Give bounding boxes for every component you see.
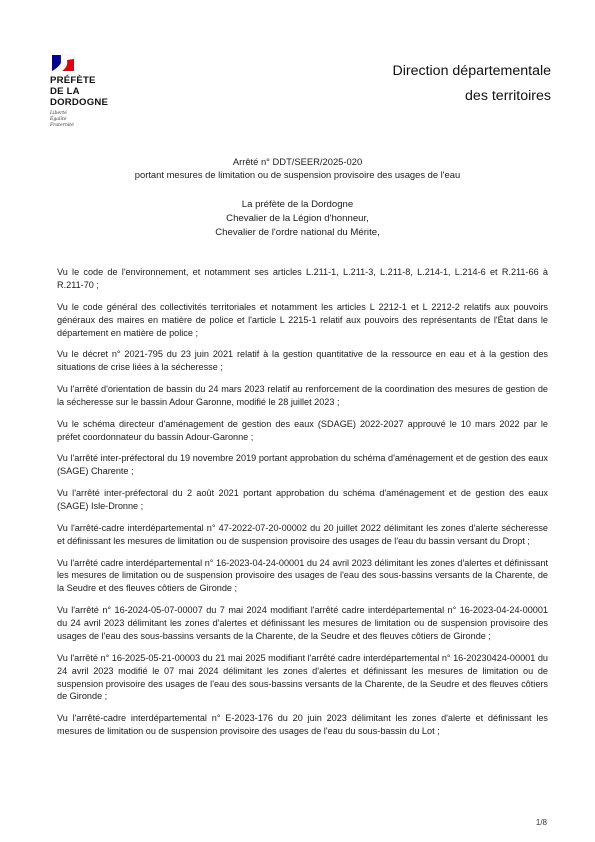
logo-line: DORDOGNE	[50, 97, 109, 108]
visa-paragraph: Vu l'arrêté n° 16-2024-05-07-00007 du 7 mai 2024 modifiant l'arrêté cadre interdépartemental n° 16-2023-04-24-00001 du 24 avril 2023 délimitant les zones d'alertes et définissant les mesures de limitation ou de suspension provisoire des usages de l'eau des sous-bassins versants de la Charente, de la Seudre et des fleuves côtiers de Gironde ;	[57, 605, 548, 641]
direction-line: Direction départementale	[392, 63, 551, 79]
visa-paragraph: Vu le code général des collectivités territoriales et notamment les articles L 2212-1 et L 2212-2 relatifs aux pouvoirs généraux des maires en matière de police et l'article L 2215-1 relatif aux pouvoirs des représentants de l'État dans le département en matière de police ;	[57, 301, 548, 338]
logo-line: DE LA	[50, 86, 80, 97]
visa-paragraph: Vu l'arrêté cadre interdépartemental n° 16-2023-04-24-00001 du 24 avril 2023 délimitant les zones d'alertes et définissant les mesures de limitation ou de suspension provisoire des usages de l'eau des sous-bassins versants de la Charente, de la Seudre et des fleuves côtiers de Gironde ;	[57, 557, 548, 594]
visa-paragraph: Vu l'arrêté inter-préfectoral du 2 août 2021 portant approbation du schéma d'aménagement et de gestion des eaux (SAGE) Isle-Dronne ;	[57, 488, 548, 512]
prefete-line: La préfète de la Dordogne	[241, 199, 354, 210]
arrete-subject: portant mesures de limitation ou de suspension provisoire des usages de l'eau	[134, 169, 461, 180]
visa-paragraph: Vu l'arrêté inter-préfectoral du 19 novembre 2019 portant approbation du schéma d'aménagement et de gestion des eaux (SAGE) Charente ;	[57, 453, 548, 477]
prefete-line: Chevalier de l'ordre national du Mérite,	[215, 226, 380, 238]
visa-paragraph: Vu le schéma directeur d'aménagement de gestion des eaux (SDAGE) 2022-2027 approuvé le 10 mars 2022 par le préfet coordonnateur du bassin Adour-Garonne ;	[57, 418, 548, 442]
arrete-number: Arrêté n° DDT/SEER/2025-020	[232, 156, 363, 167]
direction-heading	[392, 59, 551, 109]
devise-line: Égalité	[50, 116, 67, 122]
page-number: 1/8	[535, 818, 547, 827]
arrete-title	[0, 155, 595, 181]
devise-line: Fraternité	[50, 122, 74, 128]
logo-line: PRÉFÈTE	[50, 75, 96, 86]
visa-paragraph: Vu l'arrêté d'orientation de bassin du 24 mars 2023 relatif au renforcement de la coordination des mesures de gestion de la sécheresse sur le bassin Adour Garonne, modifié le 28 juillet 2023 ;	[57, 384, 548, 407]
visa-paragraph: Vu l'arrêté-cadre interdépartemental n° E-2023-176 du 20 juin 2023 délimitant les zones d'alerte et définissant les mesures de limitation ou de suspension provisoire des usages de l'eau du sous-bassin du Lot ;	[57, 713, 548, 737]
prefecture-logo	[50, 54, 170, 128]
visa-paragraph: Vu l'arrêté n° 16-2025-05-21-00003 du 21 mai 2025 modifiant l'arrêté cadre interdépartemental n° 16-20230424-00001 du 24 avril 2023 modifié le 07 mai 2024 délimitant les zones d'alertes et définissant les mesures de limitation ou de suspension provisoire des usages de l'eau des sous-bassins versants de la Charente, de la Seudre et des fleuves côtiers de Gironde ;	[57, 652, 548, 702]
direction-line: des territoires	[465, 88, 551, 104]
prefete-block	[0, 198, 595, 239]
devise	[50, 111, 170, 128]
marianne-icon	[50, 54, 76, 72]
visas-list	[57, 266, 548, 747]
devise-line: Liberté	[50, 111, 67, 116]
visa-paragraph: Vu le code de l'environnement, et notamment ses articles L.211-1, L.211-3, L.211-8, L.214-1, L.214-6 et R.211-66 à R.211-70 ;	[57, 267, 548, 290]
visa-paragraph: Vu l'arrêté-cadre interdépartemental n° 47-2022-07-20-00002 du 20 juillet 2022 délimitant les zones d'alerte sécheresse et définissant les mesures de limitation ou de suspension provisoire des usages de l'eau du bassin versant du Dropt ;	[57, 522, 548, 546]
prefete-line: Chevalier de la Légion d'honneur,	[226, 212, 369, 224]
logo-text	[50, 75, 170, 108]
visa-paragraph: Vu le décret n° 2021-795 du 23 juin 2021 relatif à la gestion quantitative de la ressource en eau et à la gestion des situations de crise liées à la sécheresse ;	[57, 349, 548, 373]
